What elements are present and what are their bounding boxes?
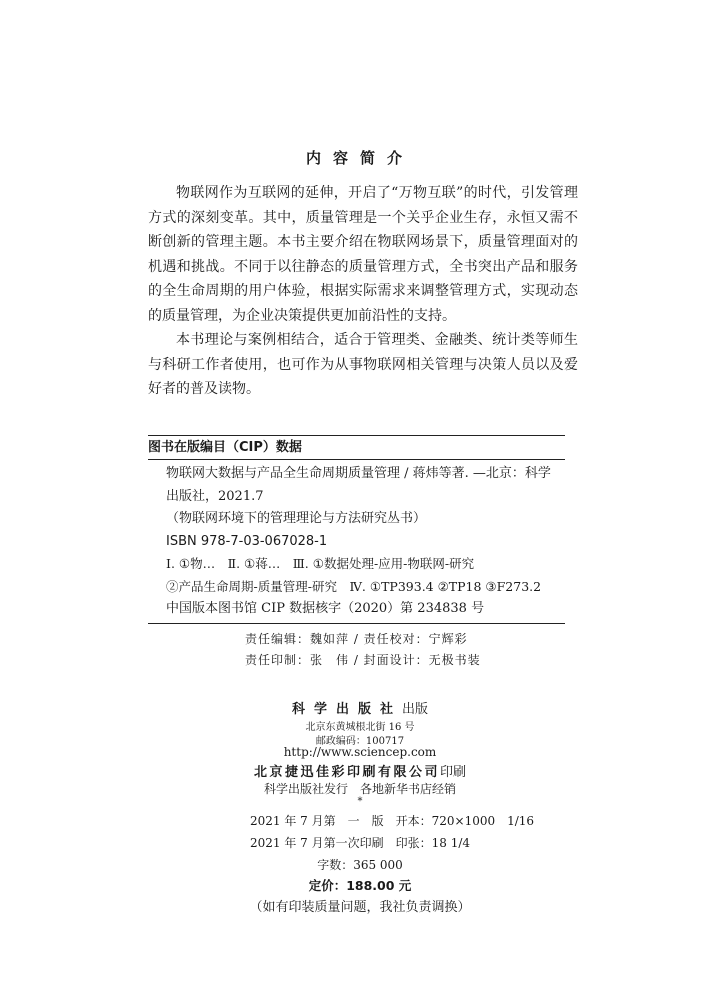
printer-line [0,761,720,780]
edition-line: 2021 年 7 月第 一 版 开本：720×1000 1/16 [250,814,535,828]
cip-title-line: 物联网大数据与产品全生命周期质量管理 / 蒋炜等著. —北京：科学 [166,466,551,481]
cip-number-line: 中国版本图书馆 CIP 数据核字（2020）第 234838 号 [166,601,485,616]
cip-body [148,459,565,623]
intro-paragraph: 本书理论与案例相结合，适合于管理类、金融类、统计类等师生与科研工作者使用，也可作为从事物联网相关管理与决策人员以及爱好者的普及读物。 [148,332,578,397]
publisher-suffix: 出版 [402,702,429,717]
credits-print: 责任印制：张 伟 / 封面设计：无极书装 [245,653,481,667]
publisher-name-line [0,698,720,717]
cip-isbn: ISBN 978-7-03-067028-1 [166,533,328,549]
cip-block [148,435,565,624]
publisher-address: 北京东黄城根北街 16 号 [305,722,415,733]
quality-note: （如有印装质量问题，我社负责调换） [249,900,471,915]
intro-paragraph: 物联网作为互联网的延伸，开启了“万物互联”的时代，引发管理方式的深刻变革。其中，质量管理是一个关乎企业生存，永恒又需不断创新的管理主题。本书主要介绍在物联网场景下，质量管理面对的机遇和挑战。不同于以往静态的质量管理方式，全书突出产品和服务的全生命周期的用户体验，根据实际需求来调整管理方式，实现动态的质量管理，为企业决策提供更加前沿性的支持。 [148,185,578,324]
cip-series-line: （物联网环境下的管理理论与方法研究丛书） [166,511,427,526]
publisher-zip: 邮政编码：100717 [315,736,405,747]
cip-subject-line: Ⅰ. ①物… Ⅱ. ①蒋… Ⅲ. ①数据处理-应用-物联网-研究 [166,556,475,571]
separator-star: * [357,796,363,807]
printing-line: 2021 年 7 月第一次印刷 印张：18 1/4 [250,836,471,850]
price: 定价：188.00 元 [308,878,412,893]
publisher-name: 科学出版社 [291,702,402,717]
printer-suffix: 印刷 [440,765,467,780]
word-count: 字数：365 000 [317,858,403,872]
cip-publisher-line: 出版社，2021.7 [166,488,264,504]
page-title: 内容简介 [305,149,414,167]
credits-editor: 责任编辑：魏如萍 / 责任校对：宁辉彩 [245,632,468,646]
intro-section [148,181,578,402]
cip-subject-line: ②产品生命周期-质量管理-研究 Ⅳ. ①TP393.4 ②TP18 ③F273.2 [166,578,542,594]
printer-name: 北京捷迅佳彩印刷有限公司 [253,765,440,780]
publisher-url: http://www.sciencep.com [283,745,437,759]
cip-header: 图书在版编目（CIP）数据 [148,440,302,455]
distribution-line: 科学出版社发行 各地新华书店经销 [263,782,456,796]
